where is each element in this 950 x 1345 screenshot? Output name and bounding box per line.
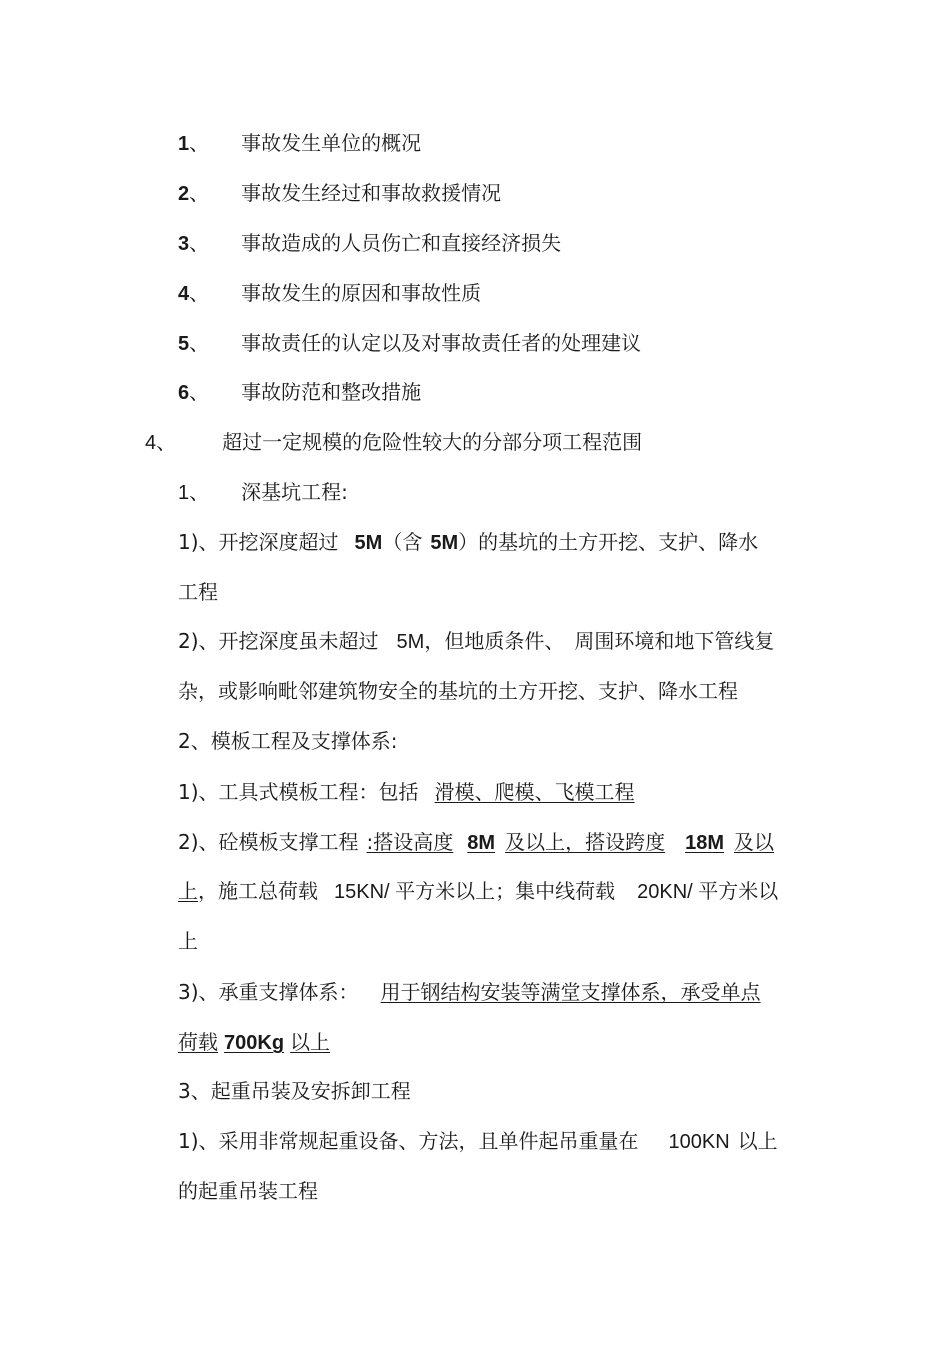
paragraph-line — [178, 929, 198, 953]
paragraph-line — [178, 980, 791, 1004]
list-text: 事故发生的原因和事故性质 — [241, 281, 482, 305]
weight-value: 100KN — [668, 1131, 730, 1153]
list-item — [178, 281, 481, 305]
list-item — [178, 380, 421, 404]
list-separator: 、 — [189, 231, 210, 255]
paragraph-line — [178, 530, 758, 554]
list-item — [178, 331, 641, 355]
list-number: 3 — [178, 233, 190, 255]
underlined-text: 荷载 — [178, 1030, 218, 1054]
paragraph-text: 工程 — [178, 580, 218, 604]
subsection-heading — [178, 1079, 411, 1103]
section-separator: 、 — [156, 430, 177, 454]
paragraph-text: 周围环境和地下管线复 — [574, 629, 775, 653]
underlined-text: 滑模、爬模、飞模工程 — [434, 780, 635, 804]
list-separator: 、 — [189, 281, 210, 305]
paragraph-line — [178, 629, 774, 653]
list-number: 4 — [178, 283, 190, 305]
list-number: 1 — [178, 133, 190, 155]
list-text: 事故防范和整改措施 — [241, 380, 422, 404]
paragraph-text: 20KN/ 平方米以 — [637, 881, 779, 903]
subsection-title: 3、起重吊装及安拆卸工程 — [178, 1079, 411, 1103]
list-separator: 、 — [189, 131, 210, 155]
load-value: 700Kg — [224, 1032, 285, 1054]
paragraph-text: 1)、工具式模板工程：包括 — [178, 780, 419, 804]
paragraph-text: （含 — [382, 530, 423, 554]
section-title: 超过一定规模的危险性较大的分部分项工程范围 — [222, 430, 643, 454]
section-heading — [145, 430, 642, 454]
paragraph-line — [178, 1129, 778, 1153]
subsection-number: 1 — [178, 482, 190, 504]
underlined-text: 及以 — [733, 830, 774, 854]
paragraph-text: 上 — [178, 929, 198, 953]
underlined-text: 上 — [178, 879, 198, 903]
list-text: 事故责任的认定以及对事故责任者的处理建议 — [241, 331, 642, 355]
paragraph-text: 1)、采用非常规起重设备、方法，且单件起吊重量在 — [178, 1129, 639, 1153]
list-item — [178, 131, 421, 155]
underlined-text: :搭设高度 — [366, 830, 454, 854]
list-separator: 、 — [189, 331, 210, 355]
paragraph-text: ，施工总荷载 — [198, 879, 318, 903]
list-item — [178, 181, 501, 205]
paragraph-line — [178, 879, 778, 903]
paragraph-line — [178, 1030, 330, 1054]
paragraph-text: 杂，或影响毗邻建筑物安全的基坑的土方开挖、支护、降水工程 — [178, 679, 738, 703]
underlined-text: 及以上，搭设跨度 — [505, 830, 666, 854]
subsection-title: 2、模板工程及支撑体系: — [178, 729, 398, 753]
paragraph-text: 15KN/ 平方米以上；集中线荷载 — [334, 881, 616, 903]
list-number: 5 — [178, 333, 190, 355]
depth-value: 5M — [354, 532, 383, 554]
paragraph-text: 的起重吊装工程 — [178, 1179, 318, 1203]
depth-value: 5M — [430, 532, 459, 554]
paragraph-line — [178, 780, 645, 804]
list-number: 6 — [178, 382, 190, 404]
list-text: 事故造成的人员伤亡和直接经济损失 — [241, 231, 562, 255]
list-number: 2 — [178, 183, 190, 205]
underlined-text: 以上 — [290, 1030, 331, 1054]
list-separator: 、 — [189, 380, 210, 404]
subsection-separator: 、 — [189, 480, 210, 504]
span-value: 18M — [685, 832, 724, 854]
list-text: 事故发生经过和事故救援情况 — [241, 181, 502, 205]
subsection-heading — [178, 480, 348, 504]
subsection-title: 深基坑工程: — [241, 480, 348, 504]
section-number: 4 — [145, 432, 157, 454]
underlined-text: 用于钢结构安装等满堂支撑体系，承受单点 — [380, 980, 761, 1004]
paragraph-line — [178, 1179, 318, 1203]
height-value: 8M — [467, 832, 496, 854]
paragraph-line — [178, 830, 774, 854]
paragraph-text: 2)、砼模板支撑工程 — [178, 830, 359, 854]
paragraph-line — [178, 580, 218, 604]
paragraph-text: 2)、开挖深度虽未超过 — [178, 629, 379, 653]
list-separator: 、 — [189, 181, 210, 205]
paragraph-line — [178, 679, 738, 703]
paragraph-text: 以上 — [737, 1129, 778, 1153]
paragraph-text: 1)、开挖深度超过 — [178, 530, 339, 554]
subsection-heading — [178, 729, 397, 753]
list-text: 事故发生单位的概况 — [241, 131, 422, 155]
paragraph-text: 5M，但地质条件、 — [396, 631, 565, 653]
paragraph-text: ）的基坑的土方开挖、支护、降水 — [458, 530, 759, 554]
list-item — [178, 231, 561, 255]
paragraph-text: 3)、承重支撑体系： — [178, 980, 359, 1004]
